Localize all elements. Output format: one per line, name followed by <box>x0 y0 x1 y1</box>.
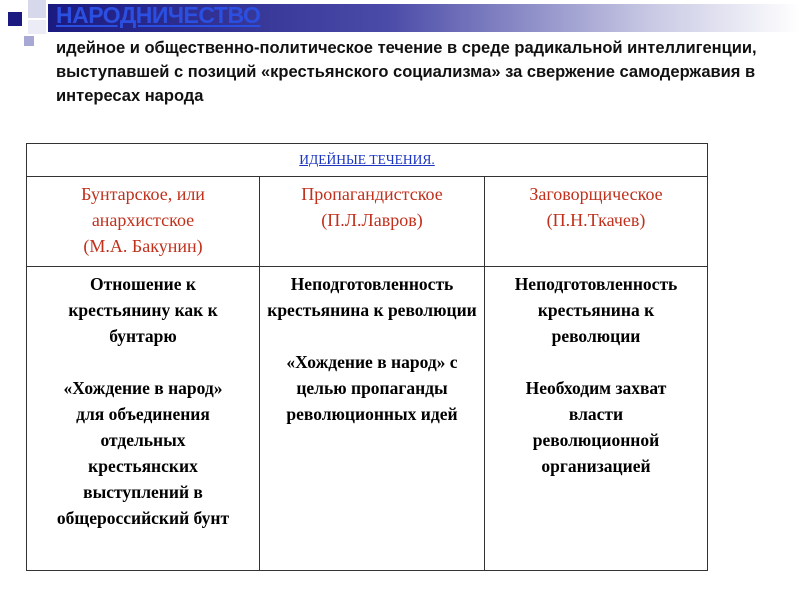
header-cell <box>27 177 260 267</box>
table-row <box>27 267 708 571</box>
header-line: (П.Н.Ткачев) <box>546 210 646 230</box>
header-cell <box>260 177 485 267</box>
cell-paragraph: «Хождение в народ» для объединения отдельных крестьянских выступлений в общероссийский бунт <box>56 378 230 528</box>
decor-square <box>28 20 46 34</box>
table-cell <box>27 267 260 571</box>
header-row <box>27 177 708 267</box>
header-line: анархистское <box>91 210 195 230</box>
header-line: Бунтарское, или <box>81 184 205 204</box>
header-cell <box>485 177 708 267</box>
table-cell <box>260 267 485 571</box>
header-line: (П.Л.Лавров) <box>321 210 423 230</box>
header-line: Заговорщическое <box>529 184 663 204</box>
cell-paragraph: Отношение к крестьянину как к бунтарю <box>68 274 218 346</box>
decor-square <box>24 36 34 46</box>
slide-title[interactable]: НАРОДНИЧЕСТВО <box>56 2 261 28</box>
cell-paragraph: «Хождение в народ» с целью пропаганды революционных идей <box>286 352 458 424</box>
header-line: Пропагандистское <box>301 184 443 204</box>
header-line: (М.А. Бакунин) <box>83 236 203 256</box>
cell-paragraph: Неподготовленность крестьянина к революции <box>514 274 678 346</box>
definition-text: идейное и общественно-политическое течение в среде радикальной интеллигенции, выступавшей с позиций «крестьянского социализма» за свержение самодержавия в интересах народа <box>56 39 757 105</box>
currents-table <box>26 143 708 571</box>
decor-square <box>8 12 22 26</box>
cell-paragraph: Неподготовленность крестьянина к революции <box>267 274 477 320</box>
table-caption[interactable]: ИДЕЙНЫЕ ТЕЧЕНИЯ. <box>27 144 708 177</box>
decor-square <box>28 0 46 18</box>
cell-paragraph: Необходим захват власти революционной организацией <box>525 378 667 476</box>
table-cell <box>485 267 708 571</box>
